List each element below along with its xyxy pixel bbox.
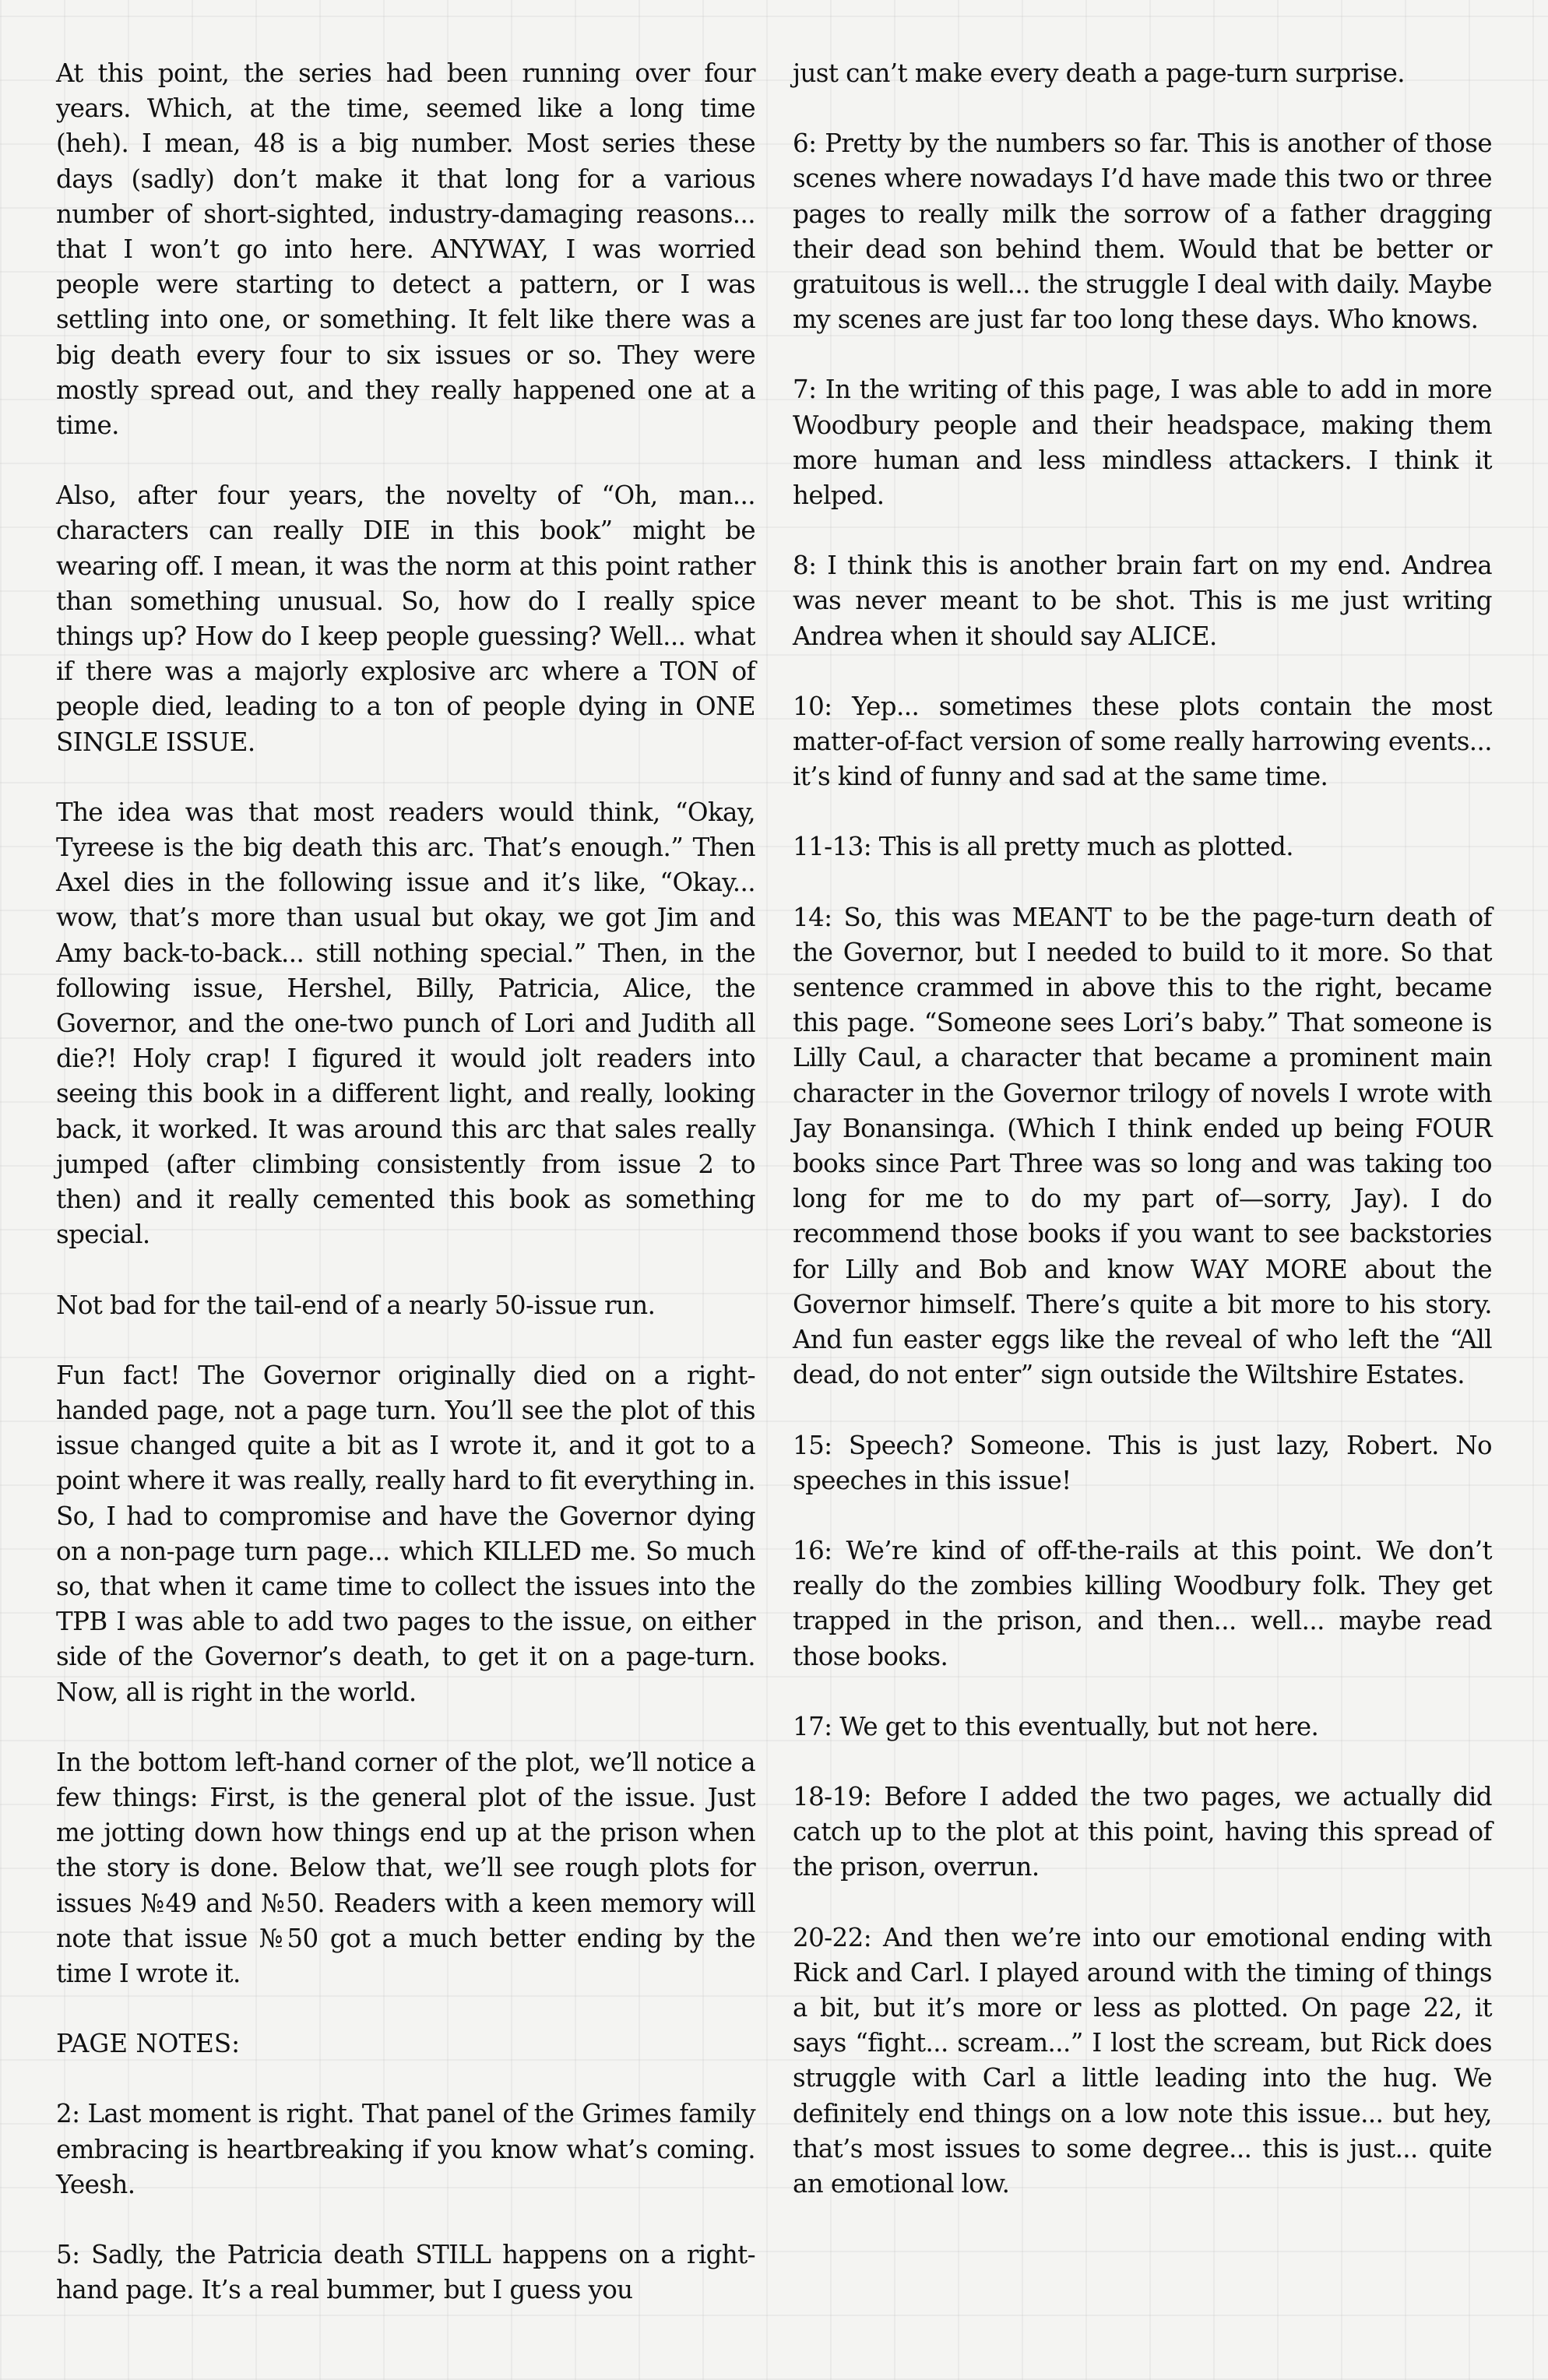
page-note-2: 2: Last moment is right. That panel of the Grimes family embracing is heartbreaking if you know what’s coming. Yeesh.: [56, 2099, 755, 2199]
page-note-14: 14: So, this was MEANT to be the page-turn death of the Governor, but I needed to build to it more. So that sentence crammed in above this to the right, became this page. “Someone sees Lori’s baby.” That someone is Lilly Caul, a character that became a prominent main character in the Governor trilogy of novels I wrote with Jay Bonansinga. (Which I think ended up being FOUR books since Part Three was so long and was taking too long for me to do my part of—sorry, Jay). I do recommend those books if you want to see backstories for Lilly and Bob and know WAY MORE about the Governor himself. There’s quite a bit more to his story. And fun easter eggs like the reveal of who left the “All dead, do not enter” sign outside the Wiltshire Estates.: [793, 902, 1492, 1390]
paragraph-intro: At this point, the series had been running over four years. Which, at the time, seemed like a long time (heh). I mean, 48 is a big number. Most series these days (sadly) don’t make it that long for a various number of short-sighted, industry-damaging reasons... that I won’t go into here. ANYWAY, I was worried people were starting to detect a pattern, or I was settling into one, or something. It felt like there was a big death every four to six issues or so. They were mostly spread out, and they really happened one at a time.: [56, 58, 755, 441]
page-note-18-19: 18-19: Before I added the two pages, we actually did catch up to the plot at this point, having this spread of the prison, overrun.: [793, 1781, 1492, 1882]
page-notes-heading: PAGE NOTES:: [56, 2029, 241, 2059]
left-column: [56, 56, 755, 2343]
page-note-17: 17: We get to this eventually, but not here.: [793, 1711, 1319, 1741]
page-note-16: 16: We’re kind of off-the-rails at this point. We don’t really do the zombies killing Woodbury folk. They get trapped in the prison, and then... well... maybe read those books.: [793, 1535, 1492, 1671]
page-note-10: 10: Yep... sometimes these plots contain the most matter-of-fact version of some really harrowing events... it’s kind of funny and sad at the same time.: [793, 691, 1492, 792]
right-column: [793, 56, 1492, 2237]
page-note-20-22: 20-22: And then we’re into our emotional ending with Rick and Carl. I played around with the timing of things a bit, but it’s more or less as plotted. On page 22, it says “fight... scream...” I lost the scream, but Rick does struggle with Carl a little leading into the hug. We definitely end things on a low note this issue... but hey, that’s most issues to some degree... this is just... quite an emotional low.: [793, 1922, 1492, 2199]
paragraph-plot-corner: In the bottom left-hand corner of the plot, we’ll notice a few things: First, is the general plot of the issue. Just me jotting down how things end up at the prison when the story is done. Below that, we’ll see rough plots for issues №49 and №50. Readers with a keen memory will note that issue №50 got a much better ending by the time I wrote it.: [56, 1747, 755, 1988]
paragraph-idea: The idea was that most readers would think, “Okay, Tyreese is the big death this arc. That’s enough.” Then Axel dies in the following issue and it’s like, “Okay... wow, that’s more than usual but okay, we got Jim and Amy back-to-back... still nothing special.” Then, in the following issue, Hershel, Billy, Patricia, Alice, the Governor, and the one-two punch of Lori and Judith all die?! Holy crap! I figured it would jolt readers into seeing this book in a different light, and really, looking back, it worked. It was around this arc that sales really jumped (after climbing consistently from issue 2 to then) and it really cemented this book as something special.: [56, 797, 755, 1250]
paragraph-tail-end: Not bad for the tail-end of a nearly 50-issue run.: [56, 1290, 656, 1320]
page-note-7: 7: In the writing of this page, I was able to add in more Woodbury people and their headspace, making them more human and less mindless attackers. I think it helped.: [793, 375, 1492, 511]
page-note-15: 15: Speech? Someone. This is just lazy, Robert. No speeches in this issue!: [793, 1430, 1492, 1495]
page-note-5-continued: just can’t make every death a page-turn surprise.: [793, 58, 1405, 88]
page-note-8: 8: I think this is another brain fart on my end. Andrea was never meant to be shot. This is me just writing Andrea when it should say ALICE.: [793, 551, 1492, 651]
page-note-6: 6: Pretty by the numbers so far. This is another of those scenes where nowadays I’d have made this two or three pages to really milk the sorrow of a father dragging their dead son behind them. Would that be better or gratuitous is well... the struggle I deal with daily. Maybe my scenes are just far too long these days. Who knows.: [793, 129, 1492, 335]
page-note-5: 5: Sadly, the Patricia death STILL happens on a right-hand page. It’s a real bummer, but I guess you: [56, 2239, 755, 2305]
paragraph-fun-fact: Fun fact! The Governor originally died on a right-handed page, not a page turn. You’ll see the plot of this issue changed quite a bit as I wrote it, and it got to a point where it was really, really hard to fit everything in. So, I had to compromise and have the Governor dying on a non-page turn page... which KILLED me. So much so, that when it came time to collect the issues into the TPB I was able to add two pages to the issue, on either side of the Governor’s death, to get it on a page-turn. Now, all is right in the world.: [56, 1360, 756, 1707]
page-note-11-13: 11-13: This is all pretty much as plotted.: [793, 832, 1293, 862]
paragraph-novelty: Also, after four years, the novelty of “Oh, man... characters can really DIE in this book” might be wearing off. I mean, it was the norm at this point rather than something unusual. So, how do I really spice things up? How do I keep people guessing? Well... what if there was a majorly explosive arc where a TON of people died, leading to a ton of people dying in ONE SINGLE ISSUE.: [56, 481, 755, 757]
